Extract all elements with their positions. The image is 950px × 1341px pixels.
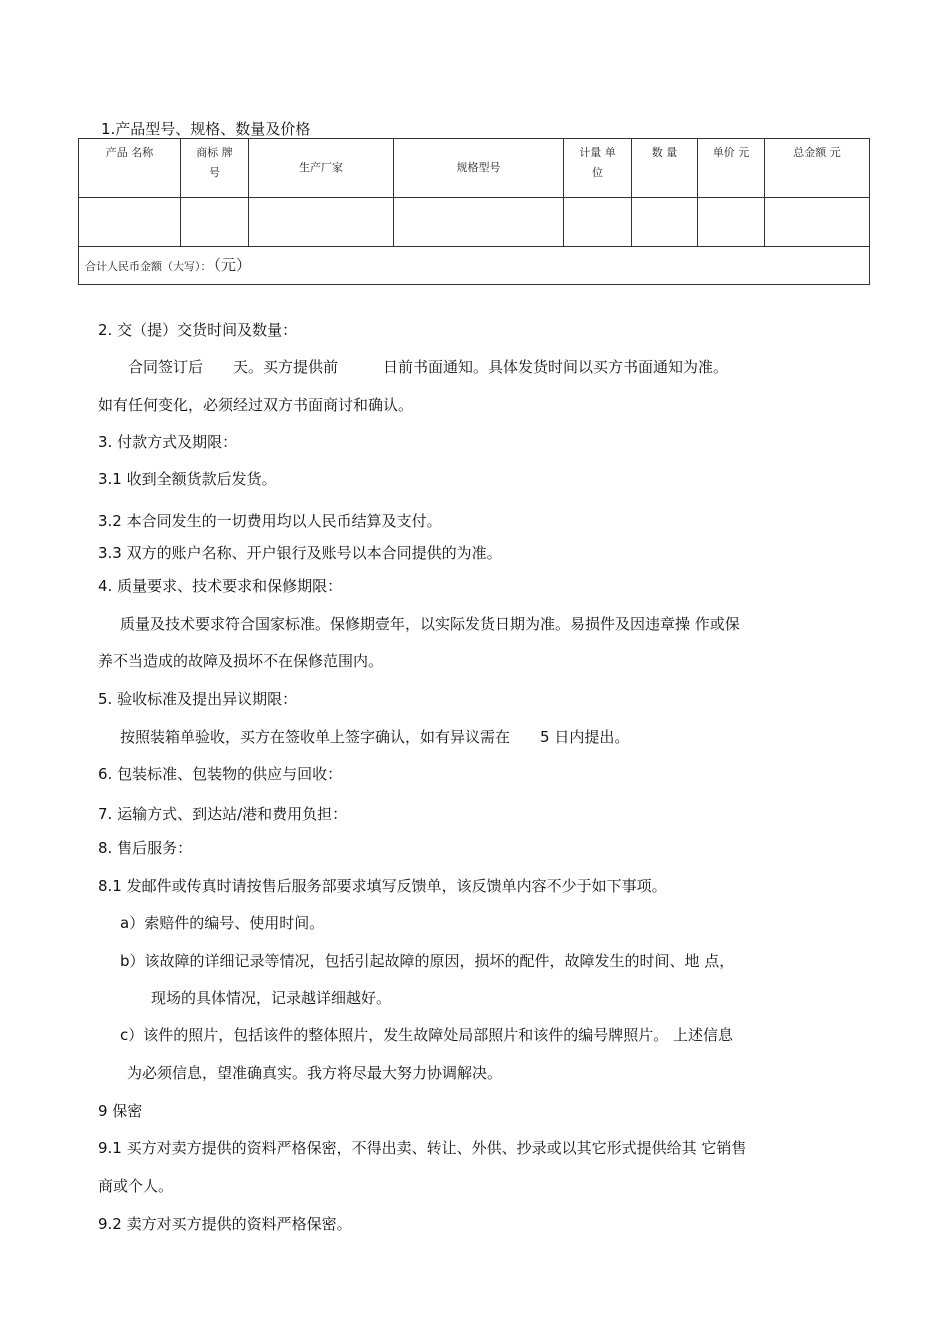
section-9-heading: 9 保密 [98,1102,143,1120]
table-cell [79,198,181,247]
section-8-heading: 8. 售后服务： [98,839,193,857]
table-cell [249,198,394,247]
service-item-b: b）该故障的详细记录等情况，包括引起故障的原因，损坏的配件，故障发生的时间、地 点， [120,952,735,970]
header-total-amount: 总金额 元 [765,139,870,198]
total-unit: （元） [213,255,252,274]
table-row [79,198,870,247]
header-product-name: 产品 名称 [79,139,181,198]
service-item-b-cont: 现场的具体情况，记录越详细越好。 [151,989,392,1007]
section-4-heading: 4. 质量要求、技术要求和保修期限： [98,577,343,595]
payment-3-2: 3.2 本合同发生的一切费用均以人民币结算及支付。 [98,512,442,530]
table-header-row [79,139,870,198]
header-brand: 商标 牌号 [181,139,249,198]
header-spec-model: 规格型号 [394,139,564,198]
confidentiality-9-1-cont: 商或个人。 [98,1177,174,1195]
header-unit-price: 单价 元 [698,139,765,198]
table-cell [394,198,564,247]
section-5-heading: 5. 验收标准及提出异议期限： [98,690,298,708]
table-cell [765,198,870,247]
section-3-heading: 3. 付款方式及期限： [98,433,238,451]
quality-text: 质量及技术要求符合国家标准。保修期壹年，以实际发货日期为准。易损件及因违章操 作或保 [120,615,740,633]
acceptance-text: 按照装箱单验收，买方在签收单上签字确认，如有异议需在 5 日内提出。 [120,728,630,746]
section-7-heading: 7. 运输方式、到达站/港和费用负担： [98,805,348,823]
table-total-row [79,247,870,285]
service-item-a: a）索赔件的编号、使用时间。 [120,914,325,932]
section-1-title: 1.产品型号、规格、数量及价格 [101,120,311,138]
table-cell [181,198,249,247]
total-amount-cell [79,247,870,285]
section-2-heading: 2. 交（提）交货时间及数量： [98,321,298,339]
product-spec-table [78,138,870,285]
delivery-text-cont: 如有任何变化，必须经过双方书面商讨和确认。 [98,396,414,414]
confidentiality-9-2: 9.2 卖方对买方提供的资料严格保密。 [98,1215,352,1233]
total-label: 合计人民币金额（大写）： [85,259,212,273]
table-cell [632,198,698,247]
quality-text-cont: 养不当造成的故障及损坏不在保修范围内。 [98,652,384,670]
service-item-c: c）该件的照片，包括该件的整体照片，发生故障处局部照片和该件的编号牌照片。 上述信息 [120,1026,734,1044]
delivery-text: 合同签订后 天。买方提供前 日前书面通知。具体发货时间以买方书面通知为准。 [128,358,729,376]
header-manufacturer: 生产厂家 [249,139,394,198]
header-quantity: 数 量 [632,139,698,198]
service-8-1: 8.1 发邮件或传真时请按售后服务部要求填写反馈单，该反馈单内容不少于如下事项。 [98,877,667,895]
table-cell [564,198,632,247]
confidentiality-9-1: 9.1 买方对卖方提供的资料严格保密，不得出卖、转让、外供、抄录或以其它形式提供给其 它销售 [98,1139,747,1157]
header-unit: 计量 单位 [564,139,632,198]
table-cell [698,198,765,247]
payment-3-1: 3.1 收到全额货款后发货。 [98,470,277,488]
service-item-c-cont: 为必须信息，望准确真实。我方将尽最大努力协调解决。 [127,1064,503,1082]
section-6-heading: 6. 包装标准、包装物的供应与回收： [98,765,343,783]
payment-3-3: 3.3 双方的账户名称、开户银行及账号以本合同提供的为准。 [98,544,502,562]
